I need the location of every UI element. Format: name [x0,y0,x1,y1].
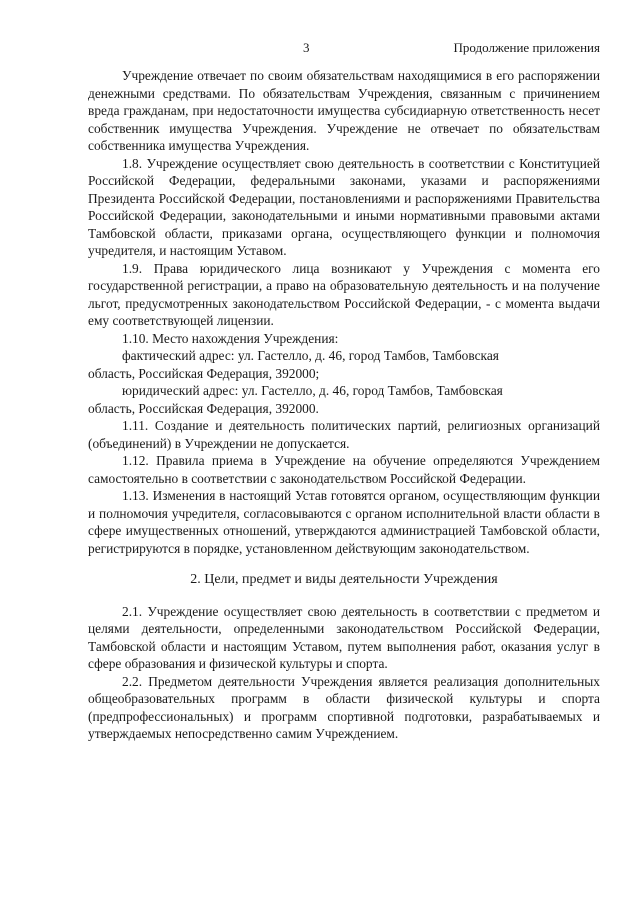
paragraph-2-2: 2.2. Предметом деятельности Учреждения является реализация дополнительных общеобразовательных программ в области физической культуры и спорта (предпрофессиональных) и программ спортивной подготовки, разрабатываемых и утверждаемых непосредственно самим Учреждением. [88,673,600,741]
actual-address-line2: область, Российская Федерация, 392000; [88,365,320,381]
continuation-header: Продолжение приложения [453,40,600,55]
paragraph-1-10: 1.10. Место нахождения Учреждения: [122,330,339,346]
paragraph-2-1: 2.1. Учреждение осуществляет свою деятельность в соответствии с предметом и целями деятельности, определенными законодательством Российской Федерации, Тамбовской области и настоящим Уставом, путем выполнения работ, оказания услуг в сфере образования и физической культуры и спорта. [88,603,600,671]
page-number: 3 [303,40,310,55]
paragraph-1-13: 1.13. Изменения в настоящий Устав готовятся органом, осуществляющим функции и полномочия учредителя, согласовываются с органом исполнительной власти области в сфере имущественных отношений, утверждаются администрацией Тамбовской области, регистрируются в порядке, установленном действующим законодательством. [88,488,600,556]
section-2-title: 2. Цели, предмет и виды деятельности Учреждения [190,572,498,587]
paragraph-1-11: 1.11. Создание и деятельность политических партий, религиозных организаций (объединений) в Учреждении не допускается. [88,418,600,451]
document-body [88,67,600,743]
legal-address-line1: юридический адрес: ул. Гастелло, д. 46, город Тамбов, Тамбовская [122,383,503,398]
actual-address-line1: фактический адрес: ул. Гастелло, д. 46, город Тамбов, Тамбовская [122,348,499,363]
paragraph-1-8: 1.8. Учреждение осуществляет свою деятельность в соответствии с Конституцией Российской Федерации, федеральными законами, указами и распоряжениями Президента Российской Федерации, постановлениями и распоряжениями Правительства Российской Федерации, законодательными и иными нормативными правовыми актами Тамбовской области, приказами органа, осуществляющего функции и полномочия учредителя, и настоящим Уставом. [88,155,600,258]
paragraph-1-12: 1.12. Правила приема в Учреждение на обучение определяются Учреждением самостоятельно в соответствии с законодательством Российской Федерации. [88,453,600,486]
paragraph-1-9: 1.9. Права юридического лица возникают у Учреждения с момента его государственной регистрации, а право на образовательную деятельность и на получение льгот, предусмотренных законодательством Российской Федерации, - с момента выдачи ему соответствующей лицензии. [88,260,600,328]
paragraph-liability: Учреждение отвечает по своим обязательствам находящимися в его распоряжении денежными средствами. По обязательствам Учреждения, связанным с причинением вреда гражданам, при недостаточности имущества субсидиарную ответственность несет собственник имущества Учреждения. Учреждение не отвечает по обязательствам собственника имущества Учреждения. [88,68,600,153]
legal-address-line2: область, Российская Федерация, 392000. [88,400,319,416]
